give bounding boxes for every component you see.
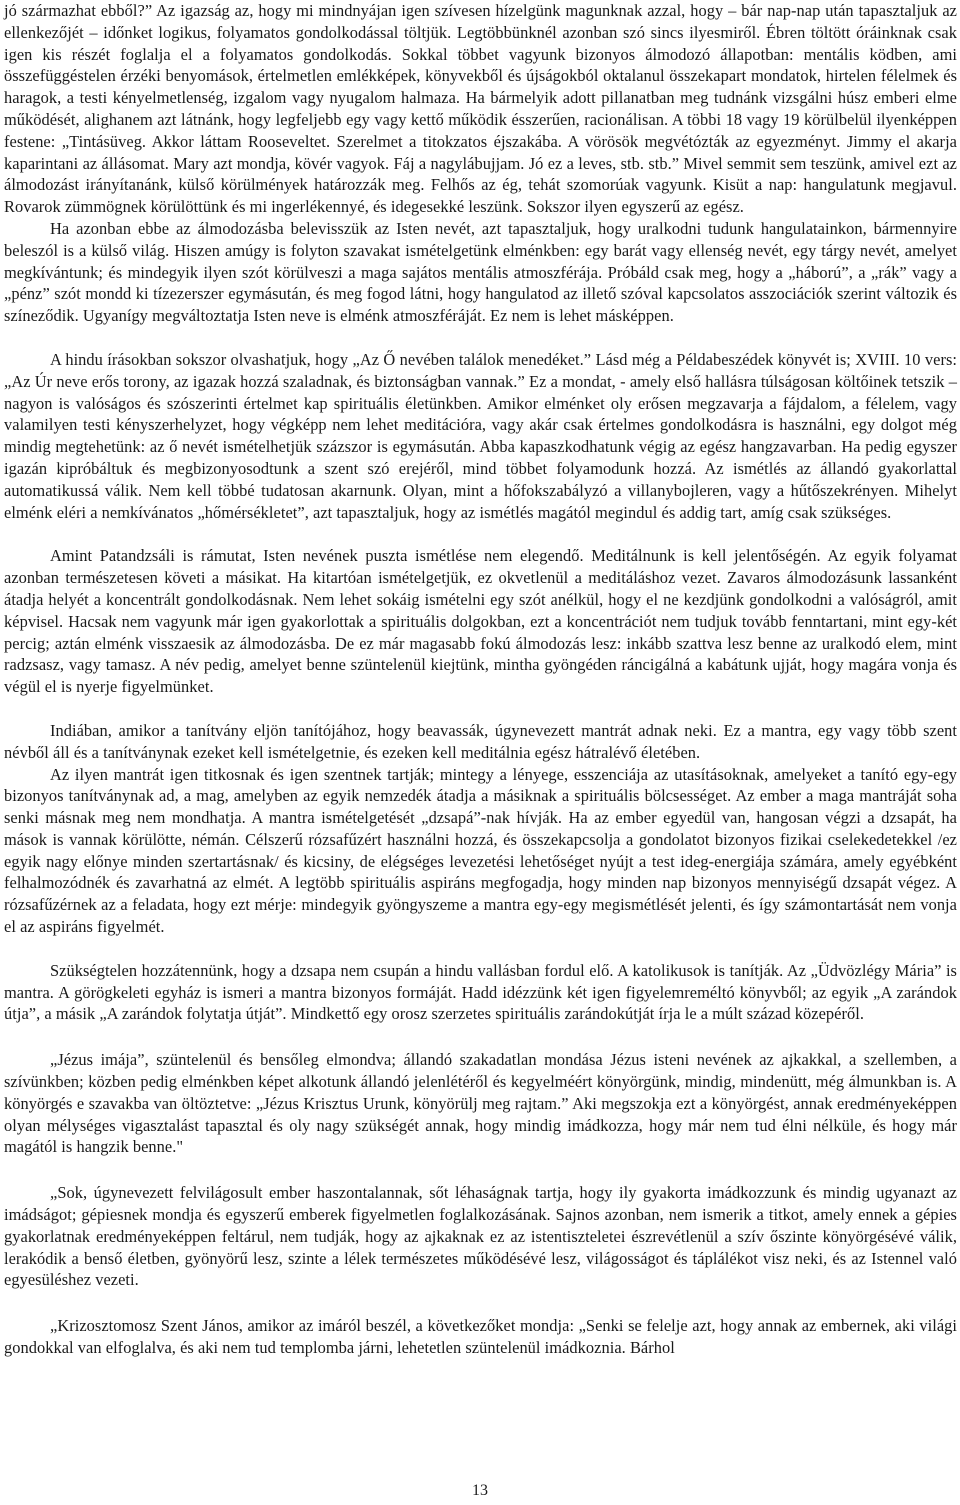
paragraph-3: A hindu írásokban sokszor olvashatjuk, hogy „Az Ő nevében találok menedéket.” Lásd még a Példabeszédek könyvét is; XVIII. 10 vers: „Az Úr neve erős torony, az igazak hozzá szaladnak, és biztonságban vannak.” Ez a mondat, - amely első hallásra túlságosan költőinek tetszik – nagyon is valóságos és szószerinti értelmet kap spirituális életünkben. Amikor elménket oly erősen megzavarja a fájdalom, a félelem, vagy valamilyen testi kényszerhelyzet, hogy végképp nem lehet meditációra, vagy akár csak értelmes gondolkodásra is használni, egy dolgot még mindig megtehetünk: az ő nevét ismételhetjük százszor is egymásután. Abba kapaszkodhatunk végig az egész hangzavarban. Ha pedig egyszer igazán kipróbáltuk és megbizonyosodtunk a szent szó erejéről, mind többet folyamodunk hozzá. Az ismétlés az állandó gyakorlattal automatikussá válik. Nem kell többé tudatosan akarnunk. Olyan, mint a hőfokszabályzó a villanybojleren, vagy a hűtőszekrényen. Mihelyt elménk eléri a nemkívánatos „hőmérsékletet”, azt tapasztaljuk, hogy az ismétlés magától megindul és addig tart, amíg csak szükséges. <box>4 349 957 522</box>
paragraph-1: jó származhat ebből?” Az igazság az, hogy mi mindnyájan igen szívesen hízelgünk magunknak azzal, hogy – bár nap-nap után tapasztaljuk az ellenkezőjét – időnket logikus, folyamatos gondolkodással töltjük. Legtöbbünknél azonban szó sincs ilyesmiről. Ébren töltött óráinknak csak igen kis részét foglalja el a folyamatos gondolkodás. Sokkal többet vagyunk bizonyos álmodozó állapotban: mentális ködben, ami összefüggéstelen érzéki benyomások, értelmetlen emlékképek, könyvekből és újságokból oktalanul összekapart mondatok, hirtelen félelmek és haragok, a testi kényelmetlenség, izgalom vagy nyugalom halmaza. Ha bármelyik adott pillanatban meg tudnánk vizsgálni húsz emberi elme működését, alighanem azt látnánk, hogy legfeljebb egy vagy kettő működik ésszerűen, racionálisan. A többi 18 vagy 19 körülbelül ilyenképpen festene: „Tintásüveg. Akkor láttam Rooseveltet. Szerelmet a titokzatos éjszakába. A vörösök megvétózták az egyezményt. Jimmy el akarja kaparintani az állásomat. Mary azt mondja, kövér vagyok. Fáj a nagylábujjam. Jó ez a leves, stb. stb.” Mivel semmit sem teszünk, amivel ezt az álmodozást irányítanánk, külső körülmények határozzák meg. Felhős az ég, tehát szomorúak vagyunk. Kisüt a nap: hangulatunk megjavul. Rovarok zümmögnek körülöttünk és mi ingerlékennyé, és idegesekké leszünk. Sokszor ilyen egyszerű az egész. <box>4 1 957 217</box>
paragraph-2: Ha azonban ebbe az álmodozásba belevisszük az Isten nevét, azt tapasztaljuk, hogy uralkodni tudunk hangulatainkon, bármennyire beleszól is a külső világ. Hiszen amúgy is folyton szavakat ismételgetünk elménkben: egy barát vagy ellenség nevét, egy tárgy nevét, amelyet megkívántunk; és mindegyik ilyen szót körülveszi a maga sajátos mentális atmoszférája. Próbáld csak meg, hogy a „háború”, a „rák” vagy a „pénz” szót mondd ki tízezerszer egymásután, és meg fogod látni, hogy hangulatod az illető szóval kapcsolatos asszociációk szerint változik és színeződik. Ugyanígy megváltoztatja Isten neve is elménk atmoszféráját. Ez nem is lehet másképpen. <box>4 218 957 326</box>
paragraph-10: „Krizosztomosz Szent János, amikor az imáról beszél, a következőket mondja: „Senki se felelje azt, hogy annak az embernek, aki világi gondokkal van elfoglalva, és aki nem tud templomba járni, lehetetlen szüntelenül imádkoznia. Bárhol <box>4 1316 957 1358</box>
paragraph-5: Indiában, amikor a tanítvány eljön tanítójához, hogy beavassák, úgynevezett mantrát adnak neki. Ez a mantra, egy vagy több szent névből áll és a tanítványnak ezeket kell ismételgetnie, és ezeken kell meditálnia egész hátralévő életében. <box>4 720 957 762</box>
paragraph-6: Az ilyen mantrát igen titkosnak és igen szentnek tartják; mintegy a lényege, esszenciája az utasításoknak, amelyeket a tanító egy-egy bizonyos tanítványnak ad, a mag, amelyben az egyik nemzedék átadja a másiknak a spirituális bölcsességet. Az ember a maga mantráját soha senki másnak meg nem mondhatja. A mantra ismételgetését „dzsapá”-nak hívják. Ha az ember egyedül van, hangosan végzi a dzsapát, ha mások is vannak körülötte, némán. Célszerű rózsafűzért használni hozzá, és összekapcsolja a gondolatot bizonyos fizikai cselekedetekkel /ez egyik nagy előnye minden szertartásnak/ és kicsiny, de elégséges levezetési lehetőséget nyújt a test ideg-energiája számára, amely egyébként felhalmozódnék és zavarhatná az elmét. A legtöbb spirituális aspiráns megfogadja, hogy minden nap bizonyos mennyiségű dzsapát végez. A rózsafűzérnek az a feladata, hogy ezt mérje: mindegyik gyöngyszeme a mantra egy-egy megismétlését jelenti, és így számontartását nem vonja el az aspiráns figyelmét. <box>4 764 957 937</box>
page-number: 13 <box>472 1482 488 1499</box>
paragraph-7: Szükségtelen hozzátennünk, hogy a dzsapa nem csupán a hindu vallásban fordul elő. A katolikusok is tanítják. Az „Üdvözlégy Mária” is mantra. A görögkeleti egyház is ismeri a mantra bizonyos formáját. Hadd idézzünk két igen figyelemreméltó könyvből; az egyik „A zarándok útja”, a másik „A zarándok folytatja útját”. Mindkettő egy orosz szerzetes spirituális zarándokútját írja le a múlt század közepéről. <box>4 960 957 1024</box>
paragraph-8: „Jézus imája”, szüntelenül és bensőleg elmondva; állandó szakadatlan mondása Jézus isteni nevének az ajkakkal, a szellemben, a szívünkben; közben pedig elménkben képet alkotunk állandó jelenlétéről és kegyelméért könyörgünk, mindig, mindenütt, még álmunkban is. A könyörgés e szavakba van öltöztetve: „Jézus Krisztus Urunk, könyörülj meg rajtam.” Aki megszokja ezt a könyörgést, annak eredményeképpen olyan mélységes vigasztalást tapasztal és oly nagy szükségét annak, hogy mindig imádkozza, hogy már nem tud élni nélküle, és hogy már magától is hangzik benne." <box>4 1050 957 1157</box>
paragraph-4: Amint Patandzsáli is rámutat, Isten nevének puszta ismétlése nem elegendő. Meditálnunk is kell jelentőségén. Az egyik folyamat azonban természetesen követi a másikat. Ha kitartóan ismételgetjük, ez okvetlenül a meditáláshoz vezet. Zavaros álmodozásunk lassanként átadja helyét a koncentrált gondolkodásnak. Nem lehet sokáig ismételni egy szót anélkül, hogy el ne kezdjünk gondolkodni a valóságról, amit képvisel. Hacsak nem vagyunk már igen gyakorlottak a spirituális dolgokban, ezt a koncentrációt nem tudjuk tovább fenntartani, mint egy-két percig; aztán elménk visszaesik az álmodozásba. De ez már magasabb fokú álmodozás lesz: inkább szattva lesz benne az uralkodó elem, mint radzsasz, vagy tamasz. A név pedig, amelyet benne szüntelenül kiejtünk, mintha gyöngéden ráncigálná a kabátunk ujját, hogy magára vonja és végül el is nyerje figyelmünket. <box>4 546 957 697</box>
paragraph-9: „Sok, úgynevezett felvilágosult ember haszontalannak, sőt léhaságnak tartja, hogy ily gyakorta imádkozzunk és mindig ugyanazt az imádságot; gépiesnek mondja és egyszerű emberek figyelmetlen foglalkozásának. Sajnos azonban, nem ismerik a titkot, amely ennek a gépies gyakorlatnak eredményeképpen feltárul, nem tudják, hogy az ajkaknak ez az istentiszteletei észrevétlenül a szív őszinte könyörgésévé válik, lerakódik a benső életben, gyönyörű lesz, szinte a lélek természetes működésévé lesz, világosságot és táplálékot visz neki, és az Istennel való egyesüléshez vezeti. <box>4 1183 957 1290</box>
